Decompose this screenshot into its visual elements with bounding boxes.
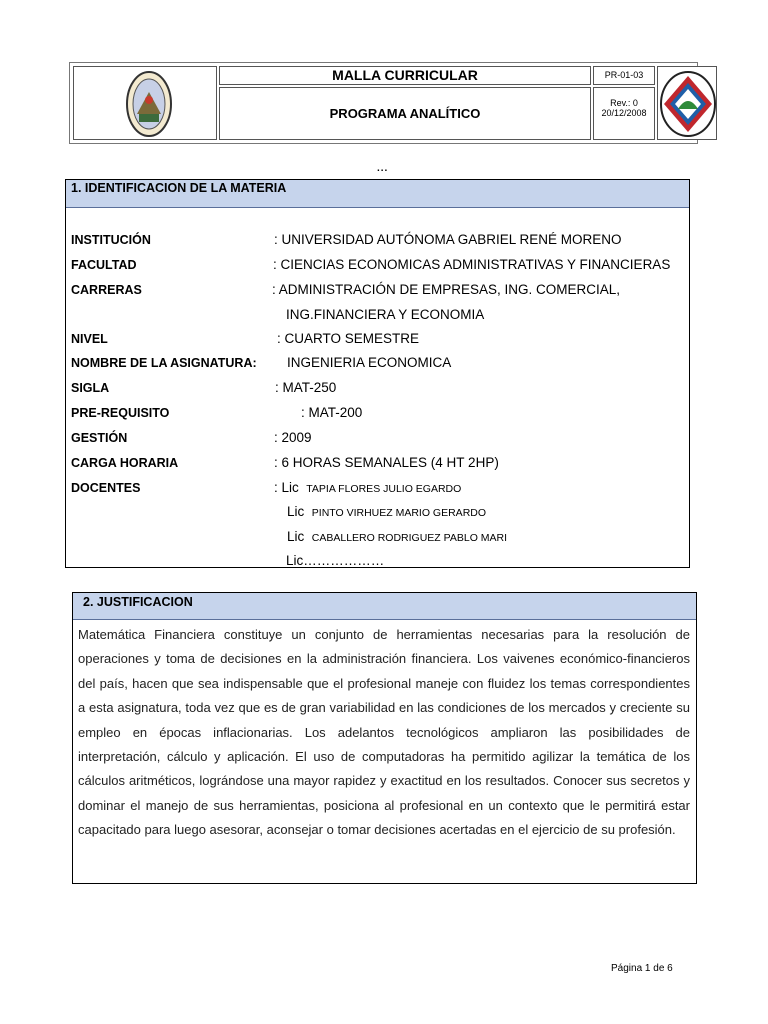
docentes-label: DOCENTES (71, 481, 141, 495)
revision-cell (593, 87, 655, 140)
docente-name: TAPIA FLORES JULIO EGARDO (306, 483, 462, 495)
facultad-label: FACULTAD (71, 258, 137, 272)
docente-name: CABALLERO RODRIGUEZ PABLO MARI (311, 532, 508, 544)
docente-prefix: Lic……………… (286, 553, 385, 568)
institucion-label: INSTITUCIÓN (71, 233, 151, 247)
university-seal-icon (125, 70, 173, 138)
carga-horaria-value: : 6 HORAS SEMANALES (4 HT 2HP) (274, 455, 499, 470)
sigla-value: : MAT-250 (275, 380, 337, 395)
prerequisito-value: : MAT-200 (301, 405, 363, 420)
docente-4 (286, 552, 384, 570)
carreras-value-1: : ADMINISTRACIÓN DE EMPRESAS, ING. COMERCIAL, (272, 282, 621, 297)
gestion-label: GESTIÓN (71, 431, 128, 445)
justificacion-heading: 2. JUSTIFICACION (73, 593, 696, 620)
justificacion-body: Matemática Financiera constituye un conjunto de herramientas necesarias para la resolución de operaciones y toma de decisiones en la administración financiera. Los vaivenes económico-financieros del país, hacen que sea indispensable que el profesional maneje con fluidez los temas correspondientes a esta asignatura, toda vez que es de gran variabilidad en las condiciones de los mercados y creciente su empleo en épocas inflacionarias. Los adelantos tecnológicos ampliaron las posibilidades de interpretación, cálculo y aplicación. El uso de computadoras ha permitido agilizar la temática de los cálculos aritméticos, lográndose una mayor rapidez y exactitud en los resultados. Conocer sus secretos y dominar el manejo de sus herramientas, posiciona al profesional en un contexto que le permitirá estar capacitado para luego asesorar, aconsejar o tomar decisiones acertadas en el ejercicio de su profesión. (78, 627, 690, 838)
docente-prefix: Lic (287, 529, 305, 544)
faculty-logo-cell (657, 66, 717, 140)
title-programa-analitico: PROGRAMA ANALÍTICO (219, 87, 591, 140)
docente-1 (274, 479, 461, 498)
identificacion-heading: 1. IDENTIFICACION DE LA MATERIA (66, 180, 689, 208)
asignatura-label: NOMBRE DE LA ASIGNATURA: (71, 356, 257, 370)
document-header (69, 62, 698, 144)
carreras-value-2: ING.FINANCIERA Y ECONOMIA (286, 307, 485, 322)
revision-number: Rev.: 0 (610, 98, 638, 108)
ellipsis-mark: ... (377, 163, 389, 174)
page-number: Página 1 de 6 (611, 963, 673, 974)
facultad-value: : CIENCIAS ECONOMICAS ADMINISTRATIVAS Y FINANCIERAS (273, 257, 671, 272)
docente-2 (287, 503, 486, 522)
nivel-value: : CUARTO SEMESTRE (277, 331, 420, 346)
docente-3 (287, 528, 507, 547)
asignatura-value: INGENIERIA ECONOMICA (287, 355, 452, 370)
sigla-label: SIGLA (71, 381, 110, 395)
docente-prefix: Lic (287, 504, 305, 519)
prerequisito-label: PRE-REQUISITO (71, 406, 170, 420)
title-malla-curricular: MALLA CURRICULAR (219, 66, 591, 85)
carreras-label: CARRERAS (71, 283, 142, 297)
document-code: PR-01-03 (593, 66, 655, 85)
revision-date: 20/12/2008 (601, 108, 647, 118)
docente-name: PINTO VIRHUEZ MARIO GERARDO (311, 507, 487, 519)
carga-horaria-label: CARGA HORARIA (71, 456, 179, 470)
university-logo-cell (73, 66, 217, 140)
institucion-value: : UNIVERSIDAD AUTÓNOMA GABRIEL RENÉ MORENO (274, 232, 622, 247)
gestion-value: : 2009 (274, 430, 312, 445)
faculty-emblem-icon (658, 69, 718, 139)
justificacion-section (72, 592, 697, 884)
nivel-label: NIVEL (71, 332, 108, 346)
docente-prefix: : Lic (274, 480, 299, 495)
identificacion-section (65, 179, 690, 568)
